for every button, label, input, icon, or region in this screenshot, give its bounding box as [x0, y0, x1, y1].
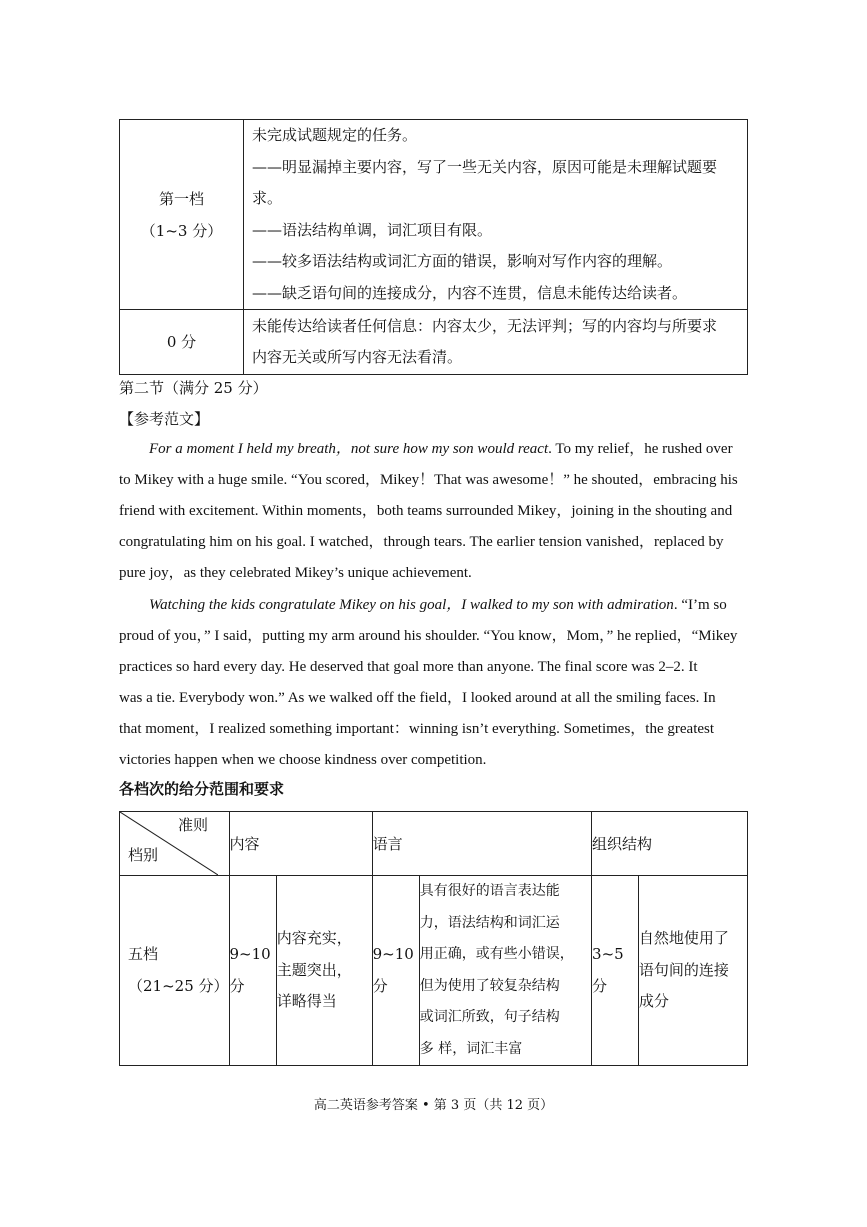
- desc-line: 成分: [638, 992, 669, 1011]
- criteria-line: ——明显漏掉主要内容，写了一些无关内容，原因可能是未理解试题要: [252, 157, 718, 176]
- desc-line: 内容充实，: [276, 929, 352, 948]
- level-cell: [120, 120, 244, 310]
- criteria-line: ——语法结构单调，词汇项目有限。: [252, 220, 493, 239]
- criteria-line: 求。: [252, 189, 283, 207]
- text-line: pure joy，as they celebrated Mikey’s unique achievement.: [119, 565, 472, 581]
- score-text: 9~10: [229, 945, 271, 963]
- level-cell: [120, 876, 230, 1066]
- model-essay-paragraph-2: [119, 590, 748, 776]
- text-line: to Mikey with a huge smile. “You scored，Mikey！That was awesome！” he shouted，embracing his: [119, 472, 738, 488]
- grading-title: 各档次的给分范围和要求: [119, 780, 285, 798]
- text-line: [119, 590, 748, 621]
- desc-line: 语句间的连接: [638, 960, 729, 979]
- desc-line: 多 样，词汇丰富: [419, 1040, 523, 1057]
- score-unit: 分: [229, 976, 245, 995]
- header-structure: 组织结构: [592, 812, 748, 876]
- language-desc-cell: [419, 876, 591, 1066]
- content-score-cell: [229, 876, 276, 1066]
- desc-line: 自然地使用了: [638, 929, 729, 948]
- score-unit: 分: [592, 976, 608, 995]
- level-cell: [120, 310, 244, 375]
- level-name: 0 分: [166, 333, 197, 351]
- desc-line: 具有很好的语言表达能: [419, 883, 560, 899]
- criteria-line: ——较多语法结构或词汇方面的错误，影响对写作内容的理解。: [252, 252, 673, 270]
- criteria-cell: [244, 310, 748, 375]
- text-line: friend with excitement. Within moments，both teams surrounded Mikey，joining in the shouting and: [119, 503, 733, 519]
- text-run: . To my relief，he rushed over: [548, 441, 733, 457]
- text-run: . “I’m so: [673, 597, 727, 613]
- desc-line: 但为使用了较复杂结构: [419, 977, 560, 994]
- desc-line: 主题突出，: [276, 960, 352, 979]
- level-score: （1~3 分）: [140, 221, 223, 240]
- criteria-line: ——缺乏语句间的连接成分，内容不连贯，信息未能传达给读者。: [252, 283, 688, 302]
- structure-desc-cell: [638, 876, 747, 1066]
- criteria-cell: [244, 120, 748, 310]
- italic-opening: For a moment I held my breath，not sure how my son would react: [149, 441, 549, 457]
- header-level: 档别: [128, 846, 159, 864]
- text-line: practices so hard every day. He deserved that goal more than anyone. The final score was 2–2. It: [119, 659, 698, 675]
- desc-line: 力，语法结构和词汇运: [419, 914, 560, 931]
- structure-score-cell: [592, 876, 639, 1066]
- text-line: victories happen when we choose kindness over competition.: [119, 752, 487, 768]
- grading-table: [119, 811, 748, 1066]
- section-heading: 第二节（满分 25 分）: [119, 379, 268, 397]
- header-criteria: 准则: [177, 816, 208, 834]
- table-row: [120, 310, 748, 375]
- desc-line: 详略得当: [276, 992, 337, 1011]
- language-score-cell: [372, 876, 419, 1066]
- text-line: that moment，I realized something important：winning isn’t everything. Sometimes，the greatest: [119, 721, 715, 737]
- score-unit: 分: [372, 976, 388, 995]
- table-header-row: [120, 812, 748, 876]
- desc-line: 用正确，或有些小错误，: [419, 946, 574, 962]
- criteria-line: 未完成试题规定的任务。: [252, 126, 418, 144]
- level-name: 第一档: [158, 189, 204, 208]
- text-line: [119, 434, 748, 465]
- table-row: [120, 876, 748, 1066]
- table-row: [120, 120, 748, 310]
- level-name: 五档: [128, 945, 159, 963]
- level-range: （21~25 分）: [128, 976, 229, 995]
- score-text: 3~5: [592, 945, 624, 963]
- reference-label: 【参考范文】: [119, 410, 210, 428]
- diagonal-header-cell: [120, 812, 230, 876]
- criteria-line: 内容无关或所写内容无法看清。: [252, 348, 463, 366]
- scoring-table-levels: [119, 119, 748, 375]
- italic-opening: Watching the kids congratulate Mikey on his goal，I walked to my son with admiration: [149, 597, 674, 613]
- model-essay-paragraph-1: [119, 434, 748, 589]
- text-line: congratulating him on his goal. I watched，through tears. The earlier tension vanished，replaced by: [119, 534, 724, 550]
- header-content: 内容: [229, 812, 372, 876]
- text-line: proud of you，” I said，putting my arm around his shoulder. “You know，Mom，” he replied，“Mikey: [119, 628, 738, 644]
- page-footer: 高二英语参考答案 • 第 3 页（共 12 页）: [313, 1098, 554, 1113]
- header-language: 语言: [372, 812, 591, 876]
- criteria-line: 未能传达给读者任何信息：内容太少，无法评判；写的内容均与所要求: [252, 316, 718, 335]
- score-text: 9~10: [372, 945, 414, 963]
- text-line: was a tie. Everybody won.” As we walked off the field，I looked around at all the smiling faces. In: [119, 690, 716, 706]
- content-desc-cell: [276, 876, 372, 1066]
- desc-line: 或词汇所致，句子结构: [419, 1009, 560, 1025]
